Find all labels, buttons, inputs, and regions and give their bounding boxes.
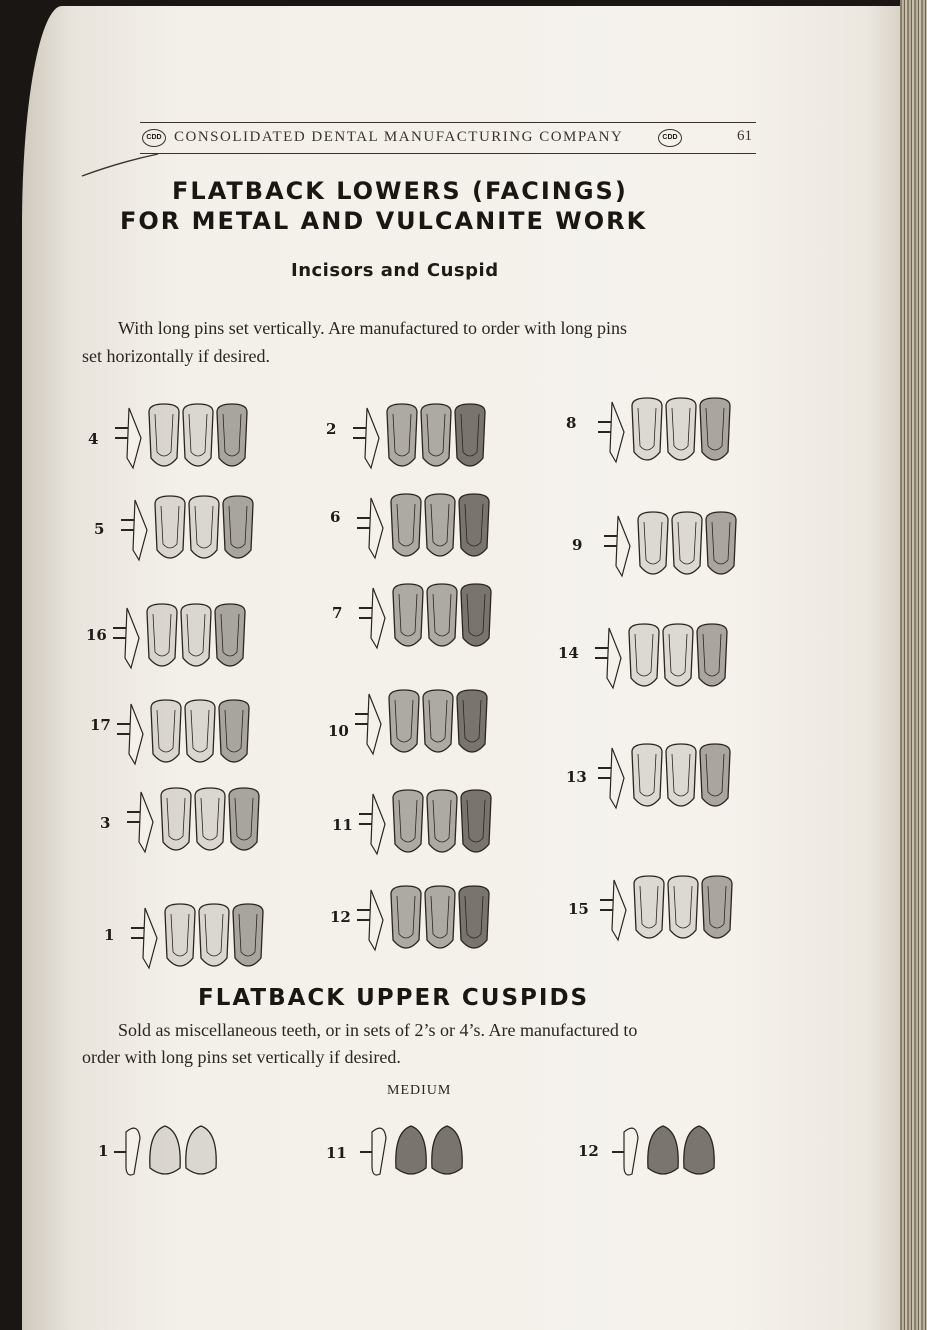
section1-title-line2: FOR METAL AND VULCANITE WORK	[120, 207, 648, 235]
set-number: 14	[558, 644, 579, 662]
cuspid-set	[326, 1118, 496, 1188]
tooth-illustration	[116, 490, 272, 570]
tooth-set	[566, 738, 756, 808]
size-label: MEDIUM	[387, 1083, 452, 1098]
tooth-illustration	[122, 782, 278, 862]
set-number: 11	[332, 816, 353, 834]
company-logo-right: CDD	[658, 129, 682, 147]
company-logo-left: CDD	[142, 129, 166, 147]
tooth-illustration	[580, 618, 756, 698]
tooth-illustration	[588, 738, 754, 818]
section1-title-line1: FLATBACK LOWERS (FACINGS)	[172, 177, 628, 205]
set-number: 9	[572, 536, 583, 554]
page-number: 61	[737, 128, 752, 144]
tooth-set	[558, 618, 758, 688]
set-number: 11	[326, 1144, 347, 1162]
running-header	[140, 122, 756, 154]
set-number: 17	[90, 716, 111, 734]
tooth-illustration	[126, 898, 282, 978]
set-number: 5	[94, 520, 105, 538]
set-number: 7	[332, 604, 343, 622]
tooth-set	[104, 898, 284, 968]
set-number: 1	[104, 926, 115, 944]
tooth-set	[328, 684, 508, 754]
tooth-set	[326, 398, 506, 468]
tooth-set	[568, 870, 758, 940]
tooth-illustration	[348, 398, 504, 478]
section2-description-line2: order with long pins set vertically if desired.	[82, 1047, 401, 1067]
tooth-set	[330, 880, 510, 950]
tooth-set	[86, 598, 266, 668]
tooth-illustration	[112, 694, 268, 774]
set-number: 16	[86, 626, 107, 644]
set-number: 4	[88, 430, 99, 448]
set-number: 15	[568, 900, 589, 918]
decorative-swoosh	[80, 150, 160, 180]
cuspid-illustration	[612, 1118, 742, 1184]
tooth-illustration	[594, 506, 760, 586]
tooth-illustration	[590, 870, 756, 950]
tooth-illustration	[352, 488, 508, 568]
set-number: 3	[100, 814, 111, 832]
set-number: 12	[578, 1142, 599, 1160]
tooth-set	[100, 782, 280, 852]
set-number: 12	[330, 908, 351, 926]
set-number: 6	[330, 508, 341, 526]
section2-title: FLATBACK UPPER CUSPIDS	[198, 985, 590, 1011]
tooth-illustration	[352, 880, 508, 960]
tooth-set	[330, 488, 510, 558]
section1-subtitle: Incisors and Cuspid	[291, 260, 499, 281]
set-number: 10	[328, 722, 349, 740]
set-number: 1	[98, 1142, 109, 1160]
tooth-set	[88, 398, 268, 468]
tooth-set	[90, 694, 270, 764]
tooth-set	[332, 784, 512, 854]
tooth-set	[94, 490, 274, 560]
tooth-illustration	[350, 684, 506, 764]
tooth-illustration	[108, 598, 264, 678]
tooth-illustration	[354, 578, 510, 658]
set-number: 8	[566, 414, 577, 432]
tooth-illustration	[110, 398, 266, 478]
set-number: 2	[326, 420, 337, 438]
tooth-set	[566, 392, 756, 462]
cuspid-set	[98, 1118, 248, 1188]
tooth-set	[572, 506, 762, 576]
section1-description-line2: set horizontally if desired.	[82, 346, 270, 366]
company-name: CONSOLIDATED DENTAL MANUFACTURING COMPANY	[174, 129, 624, 145]
cuspid-illustration	[114, 1118, 244, 1184]
tooth-illustration	[354, 784, 510, 864]
section2-description-line1: Sold as miscellaneous teeth, or in sets of 2’s or 4’s. Are manufactured to	[118, 1020, 638, 1040]
section1-description-line1: With long pins set vertically. Are manufactured to order with long pins	[118, 318, 627, 338]
set-number: 13	[566, 768, 587, 786]
cuspid-illustration	[360, 1118, 490, 1184]
tooth-set	[332, 578, 512, 648]
tooth-illustration	[588, 392, 754, 472]
cuspid-set	[578, 1118, 748, 1188]
book-spine-edge	[900, 0, 927, 1330]
